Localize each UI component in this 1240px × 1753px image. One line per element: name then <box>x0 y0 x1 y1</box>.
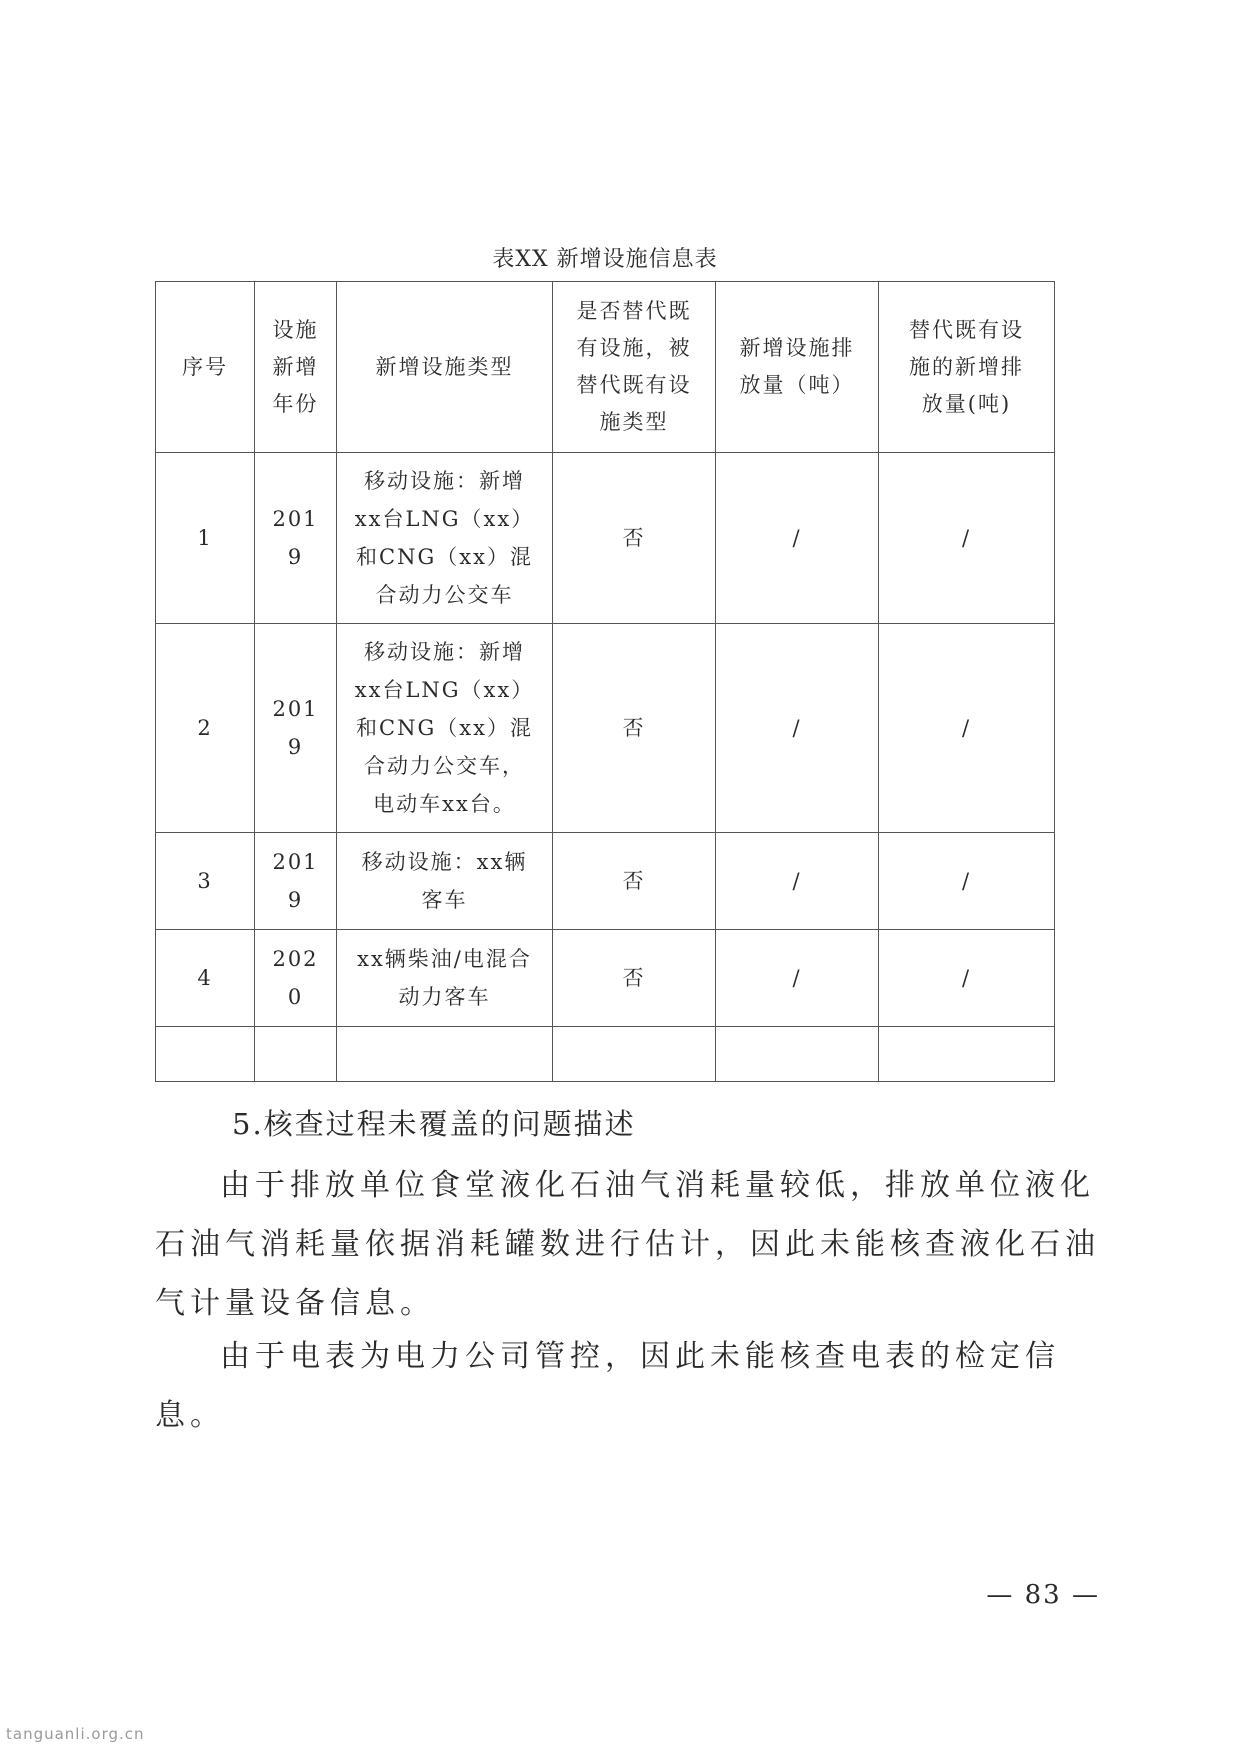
table-cell: / <box>879 930 1055 1027</box>
table-row <box>156 453 1055 624</box>
table-cell <box>337 1027 553 1082</box>
table-cell: 否 <box>553 453 716 624</box>
body-paragraph: 由于电表为电力公司管控，因此未能核查电表的检定信息。 <box>155 1339 1060 1433</box>
table-cell: / <box>716 453 879 624</box>
table-cell: / <box>716 833 879 930</box>
table-header-row <box>156 282 1055 453</box>
table-cell: 4 <box>156 930 255 1027</box>
table-cell: / <box>716 930 879 1027</box>
table-cell: 否 <box>553 624 716 833</box>
table-cell <box>716 1027 879 1082</box>
new-facility-table <box>155 281 1055 1082</box>
table-cell: 2019 <box>255 453 337 624</box>
table-cell <box>879 1027 1055 1082</box>
table-caption: 表XX 新增设施信息表 <box>492 247 718 272</box>
watermark: tanguanli.org.cn <box>6 1725 145 1743</box>
header-cell: 设施 新增 年份 <box>255 282 337 453</box>
table-row-empty <box>156 1027 1055 1082</box>
table-cell: / <box>716 624 879 833</box>
table-cell: 2019 <box>255 833 337 930</box>
table-cell <box>553 1027 716 1082</box>
table-row <box>156 624 1055 833</box>
table-cell: 移动设施：xx辆 客车 <box>337 833 553 930</box>
table-row <box>156 833 1055 930</box>
table-cell: 否 <box>553 833 716 930</box>
table-cell: 移动设施：新增 xx台LNG（xx） 和CNG（xx）混 合动力公交车， 电动车xx台。 <box>337 624 553 833</box>
page-number: — 83 — <box>986 1580 1100 1610</box>
header-cell: 新增设施类型 <box>337 282 553 453</box>
table-cell: / <box>879 833 1055 930</box>
table-cell: xx辆柴油/电混合 动力客车 <box>337 930 553 1027</box>
section-heading: 5.核查过程未覆盖的问题描述 <box>232 1107 636 1141</box>
header-cell: 序号 <box>156 282 255 453</box>
table-cell: / <box>879 624 1055 833</box>
table-cell: 2020 <box>255 930 337 1027</box>
table-cell: 2 <box>156 624 255 833</box>
header-cell: 替代既有设 施的新增排 放量(吨) <box>879 282 1055 453</box>
table-cell: / <box>879 453 1055 624</box>
header-cell: 是否替代既 有设施，被 替代既有设 施类型 <box>553 282 716 453</box>
header-cell: 新增设施排 放量（吨） <box>716 282 879 453</box>
body-paragraph: 由于排放单位食堂液化石油气消耗量较低，排放单位液化石油气消耗量依据消耗罐数进行估计，因此未能核查液化石油气计量设备信息。 <box>155 1168 1100 1321</box>
table-cell: 2019 <box>255 624 337 833</box>
table-cell: 3 <box>156 833 255 930</box>
table-cell <box>255 1027 337 1082</box>
table-row <box>156 930 1055 1027</box>
table-cell: 否 <box>553 930 716 1027</box>
table-cell: 1 <box>156 453 255 624</box>
table-cell <box>156 1027 255 1082</box>
table-cell: 移动设施：新增 xx台LNG（xx） 和CNG（xx）混 合动力公交车 <box>337 453 553 624</box>
